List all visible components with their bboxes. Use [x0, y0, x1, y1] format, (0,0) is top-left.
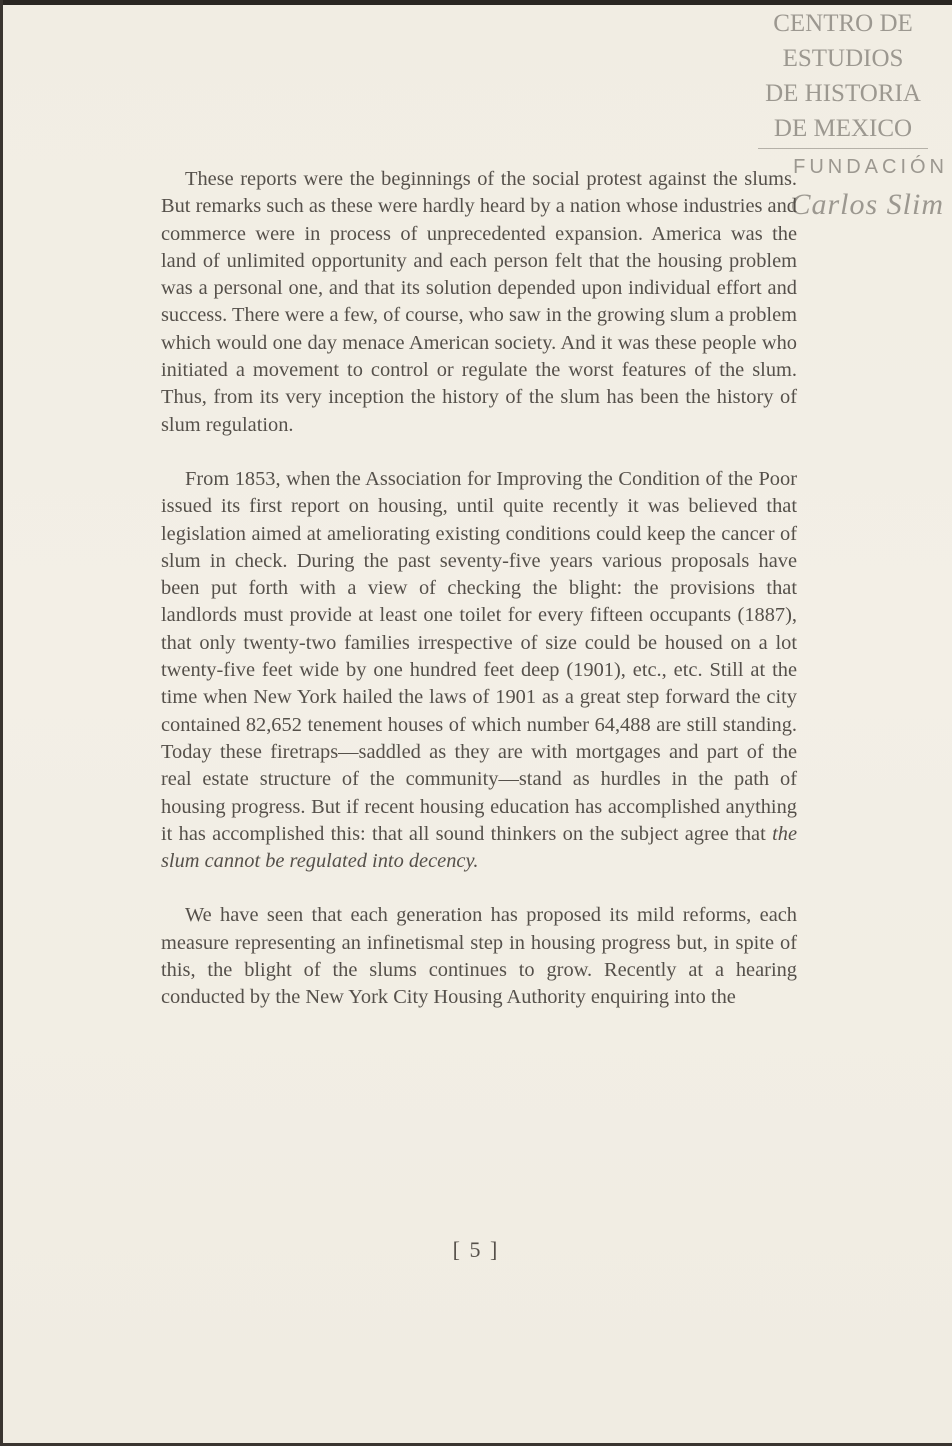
watermark-line-3: DE HISTORIA — [765, 80, 921, 107]
paragraph-2 — [161, 466, 797, 875]
watermark-foundation: FUNDACIÓN — [793, 156, 948, 178]
paragraph-3: We have seen that each generation has proposed its mild reforms, each measure representing an infinetismal step in housing progress but, in spite of this, the blight of the slums continues to grow. Recently at a hearing conducted by the New York City Housing Authority enquiring into the — [161, 904, 797, 1009]
body-text — [161, 166, 797, 1012]
watermark-rule — [758, 148, 928, 149]
scan-top-edge — [0, 0, 952, 5]
paragraph-1: These reports were the beginnings of the social protest against the slums. But remarks such as these were hardly heard by a nation whose industries and commerce were in process of unprecedented expansion. America was the land of unlimited opportunity and each person felt that the housing problem was a personal one, and that its solution depended upon individual effort and success. There were a few, of course, who saw in the growing slum a problem which would one day menace American society. And it was these people who initiated a movement to control or regulate the worst features of the slum. Thus, from its very inception the history of the slum has been the history of slum regulation. — [161, 168, 797, 436]
watermark-signature: Carlos Slim — [790, 188, 944, 221]
watermark-line-1: CENTRO DE — [773, 10, 913, 37]
watermark-line-4: DE MEXICO — [773, 115, 913, 142]
archive-watermark — [748, 6, 938, 149]
scan-left-edge — [0, 0, 3, 1446]
paragraph-2-text: From 1853, when the Association for Improving the Condition of the Poor issued its first report on housing, until quite recently it was believed that legislation aimed at ameliorating existing conditions could keep the cancer of slum in check. During the past seventy-five years various proposals have been put forth with a view of checking the blight: the provisions that landlords must provide at least one toilet for every fifteen occupants (1887), that only twenty-two families irrespective of size could be housed on a lot twenty-five feet wide by one hundred feet deep (1901), etc., etc. Still at the time when New York hailed the laws of 1901 as a great step forward the city contained 82,652 tenement houses of which number 64,488 are still standing. Today these firetraps—saddled as they are with mortgages and part of the real estate structure of the community—stand as hurdles in the path of housing progress. But if recent housing education has accomplished anything it has accomplished this: that all sound thinkers on the subject agree that — [161, 467, 797, 845]
paragraph-2-emphasis: the slum cannot be regulated into decency. — [161, 822, 797, 873]
watermark-line-2: ESTUDIOS — [782, 45, 904, 72]
page-number: [ 5 ] — [452, 1237, 500, 1262]
